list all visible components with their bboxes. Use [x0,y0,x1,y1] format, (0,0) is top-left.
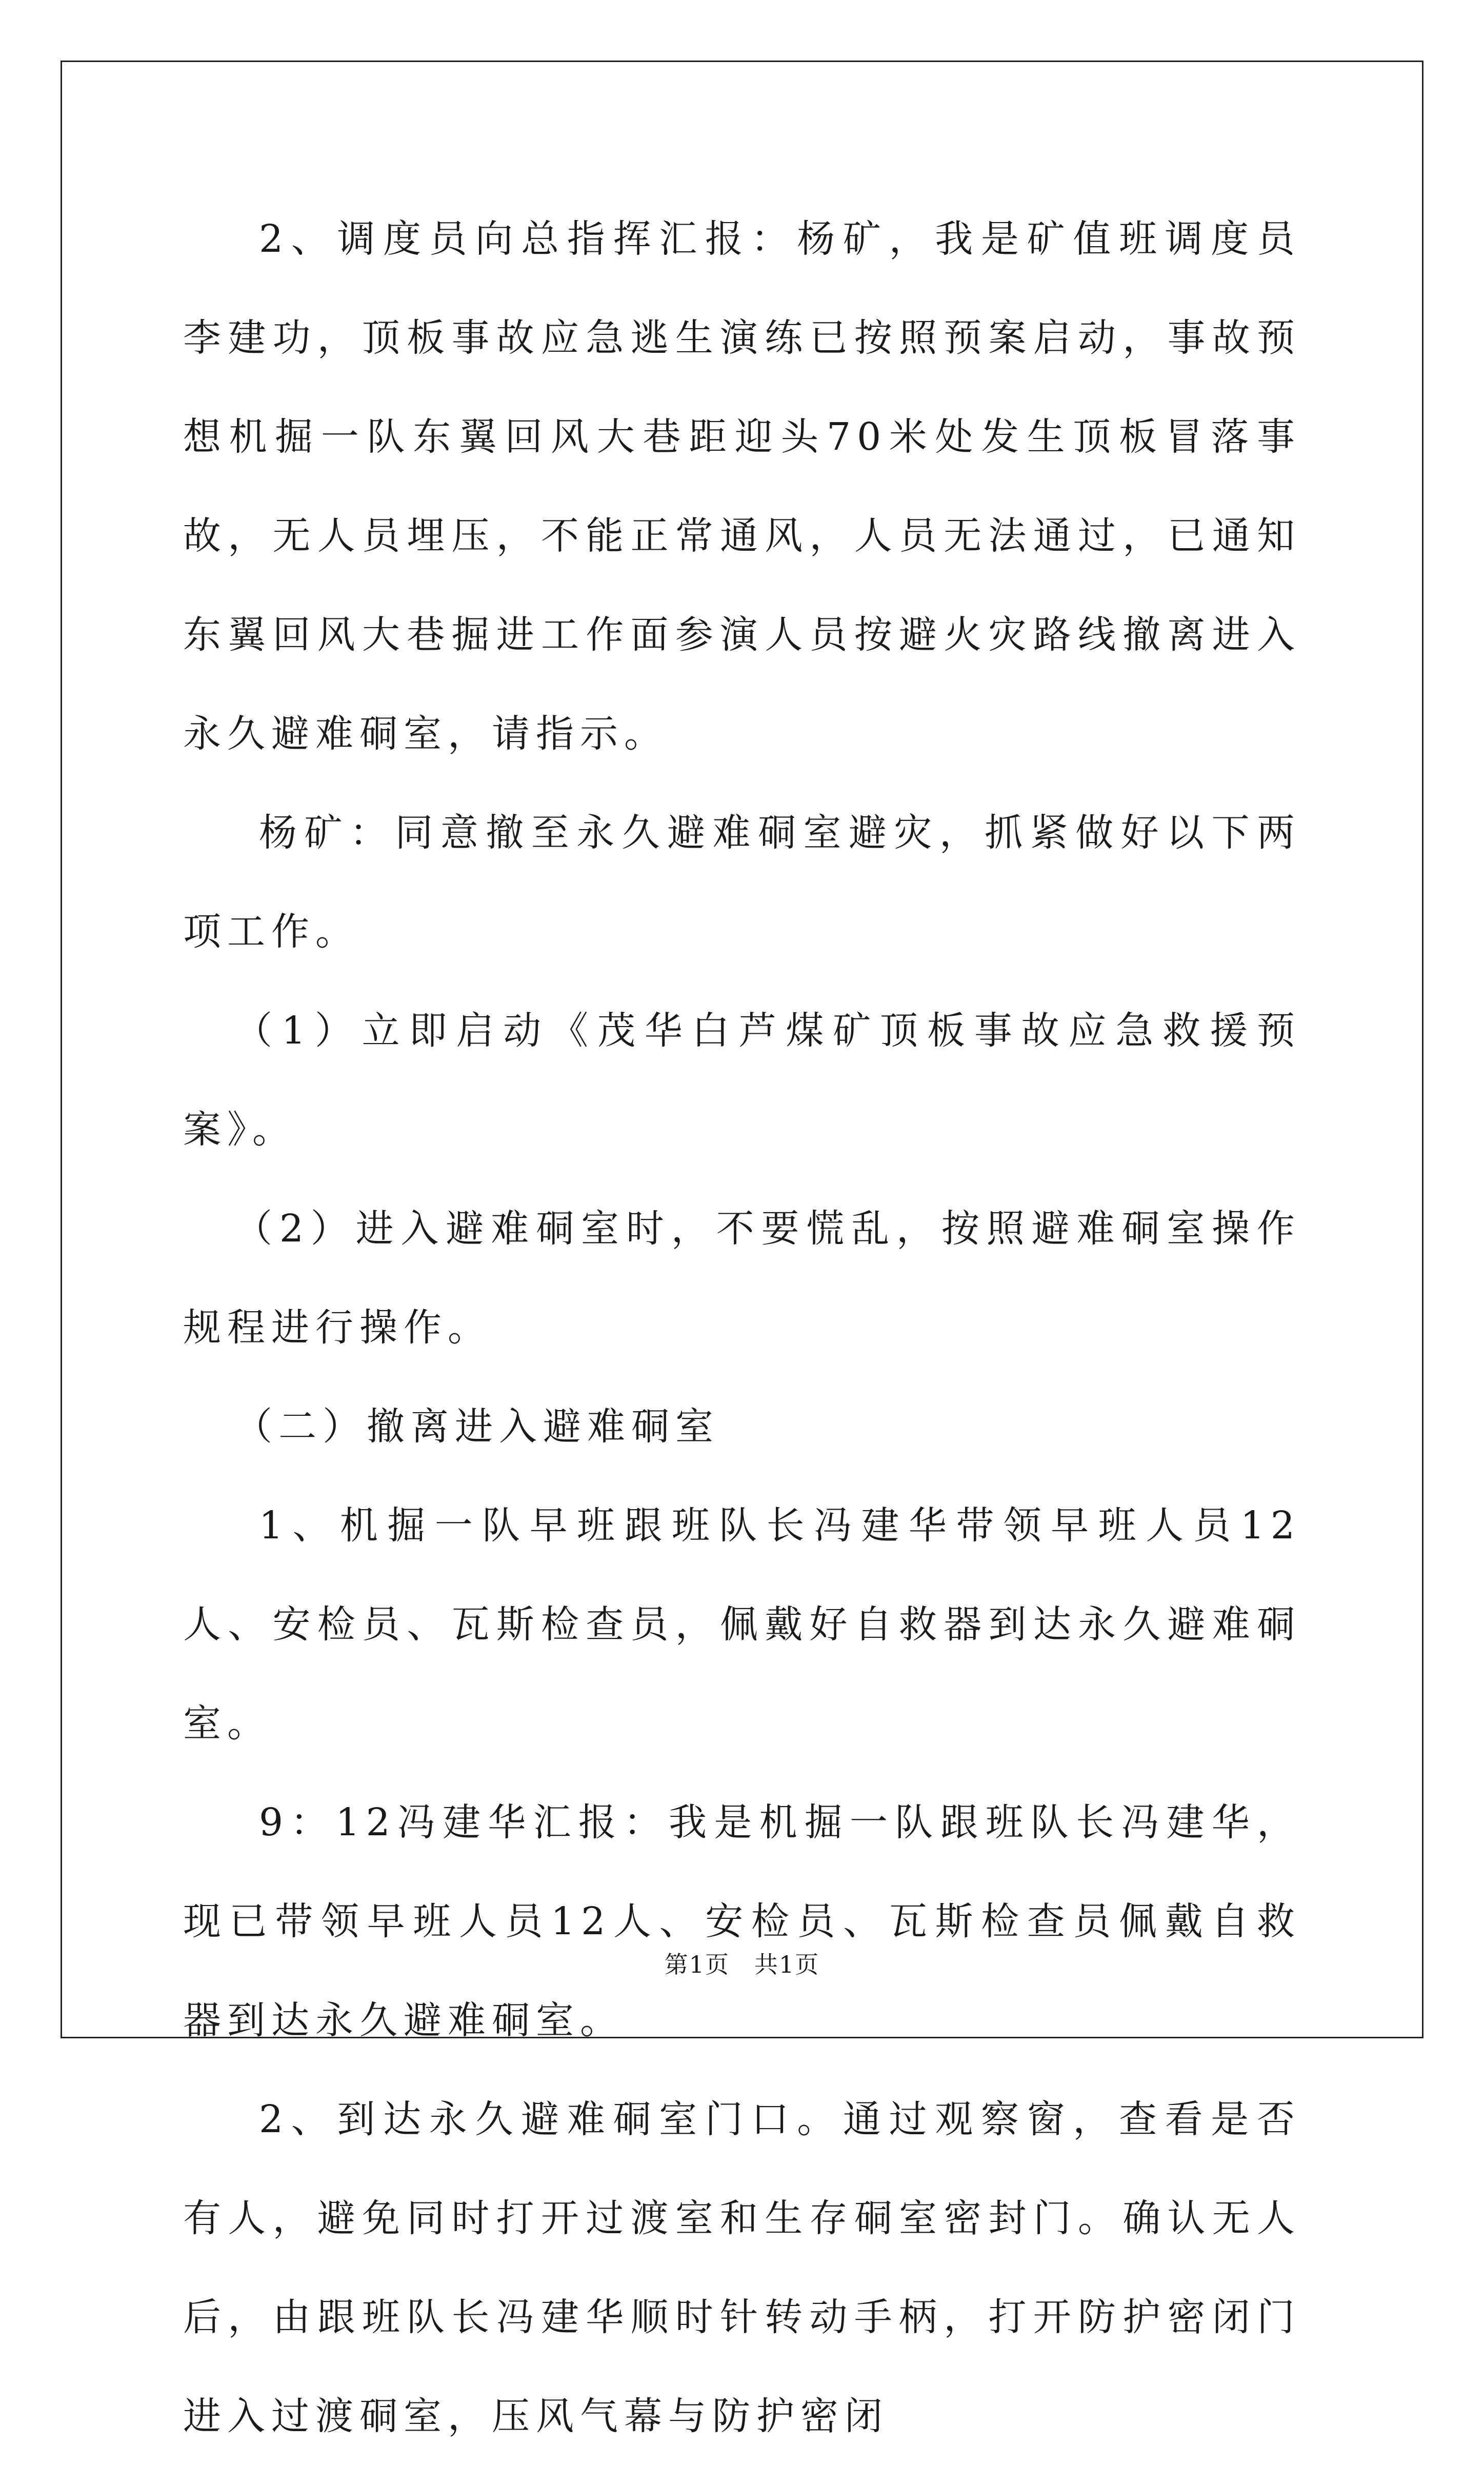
page-number-total: 共1页 [754,1951,820,1978]
page-footer [0,1946,1484,1980]
document-body [183,190,1301,2466]
paragraph-team-evacuation: 1、机掘一队早班跟班队长冯建华带领早班人员12人、安检员、瓦斯检查员，佩戴好自救器到达永久避难硐室。 [183,1503,1301,1746]
paragraph-feng-report: 9：12冯建华汇报：我是机掘一队跟班队长冯建华，现已带领早班人员12人、安检员、瓦斯检查员佩戴自救器到达永久避难硐室。 [183,1800,1301,2042]
paragraph-chamber-entry: 2、到达永久避难硐室门口。通过观察窗，查看是否有人，避免同时打开过渡室和生存硐室密封门。确认无人后，由跟班队长冯建华顺时针转动手柄，打开防护密闭门进入过渡硐室，压风气幕与防护密闭 [183,2097,1301,2438]
paragraph-item-2: （2）进入避难硐室时，不要慌乱，按照避难硐室操作规程进行操作。 [183,1207,1301,1350]
paragraph-item-1: （1）立即启动《茂华白芦煤矿顶板事故应急救援预案》。 [183,1009,1301,1152]
section-heading-evacuation: （二）撤离进入避难硐室 [234,1405,719,1449]
page-number-current: 第1页 [664,1951,730,1978]
paragraph-dispatcher-report: 2、调度员向总指挥汇报：杨矿，我是矿值班调度员李建功，顶板事故应急逃生演练已按照预案启动，事故预想机掘一队东翼回风大巷距迎头70米处发生顶板冒落事故，无人员埋压，不能正常通风，人员无法通过，已通知东翼回风大巷掘进工作面参演人员按避火灾路线撤离进入永久避难硐室，请指示。 [183,217,1301,756]
paragraph-yang-reply: 杨矿：同意撤至永久避难硐室避灾，抓紧做好以下两项工作。 [183,811,1301,954]
